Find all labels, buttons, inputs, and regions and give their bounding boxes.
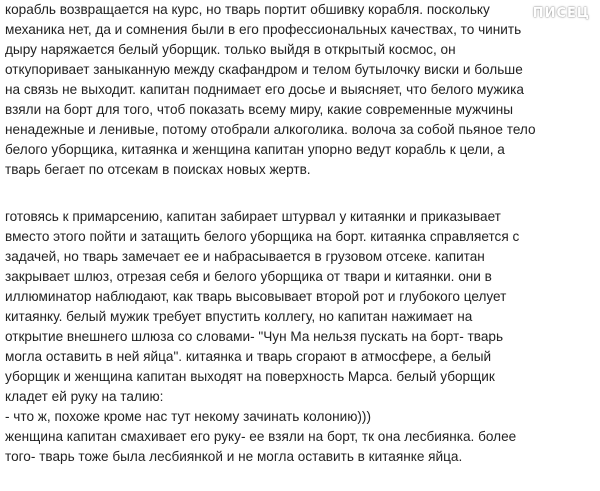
paragraph-2-line: китаянку. белый мужик требует впустить коллегу, но капитан нажимает на [5, 309, 473, 324]
paragraph-1-line: на связь не выходит. капитан поднимает его досье и выясняет, что белого мужика [5, 82, 524, 97]
paragraph-1-line: ненадежные и ленивые, потому отобрали алкоголика. волоча за собой пьяное тело [5, 122, 536, 137]
paragraph-2-line: кладет ей руку на талию: [5, 389, 164, 404]
paragraph-1-line: белого уборщика, китаянка и женщина капитан упорно ведут корабль к цели, а [5, 142, 505, 157]
paragraph-1-line: откупоривает заныканную между скафандром и телом бутылочку виски и больше [5, 62, 523, 77]
paragraph-2-line: - что ж, похоже кроме нас тут некому зачинать колонию))) [5, 409, 371, 424]
paragraph-1-line: тварь бегает по отсекам в поисках новых жертв. [5, 162, 311, 177]
paragraph-2-line: женщина капитан смахивает его руку- ее взяли на борт, тк она лесбиянка. более [5, 429, 517, 444]
paragraph-2-line: закрывает шлюз, отрезая себя и белого уборщика от твари и китаянки. они в [5, 269, 492, 284]
paragraph-1-line: корабль возвращается на курс, но тварь портит обшивку корабля. поскольку [5, 2, 490, 17]
site-watermark: ПИСЕЦ [532, 6, 590, 21]
paragraph-1-line: взяли на борт для того, чтоб показать всему миру, какие современные мужчины [5, 102, 513, 117]
paragraph-2-line: иллюминатор наблюдают, как тварь высовывает второй рот и глубокого целует [5, 289, 507, 304]
paragraph-2-line: готовясь к примарсению, капитан забирает штурвал у китаянки и приказывает [5, 209, 501, 224]
paragraph-2-line: того- тварь тоже была лесбиянкой и не могла оставить в китаянке яйца. [5, 449, 463, 464]
paragraph-1-line: дыру наряжается белый уборщик. только выйдя в открытый космос, он [5, 42, 456, 57]
paragraph-2-line: уборщик и женщина капитан выходят на поверхность Марса. белый уборщик [5, 369, 495, 384]
paragraph-1-line: механика нет, да и сомнения были в его профессиональных качествах, то чинить [5, 22, 522, 37]
paragraph-2-line: открытие внешнего шлюза со словами- "Чун Ма нельзя пускать на борт- тварь [5, 329, 504, 344]
paragraph-2-line: вместо этого пойти и затащить белого уборщика на борт. китаянка справляется с [5, 229, 520, 244]
paragraph-2-line: задачей, но тварь замечает ее и набрасывается в грузовом отсеке. капитан [5, 249, 485, 264]
paragraph-2-line: могла оставить в ней яйца". китаянка и тварь сгорают в атмосфере, а белый [5, 349, 492, 364]
